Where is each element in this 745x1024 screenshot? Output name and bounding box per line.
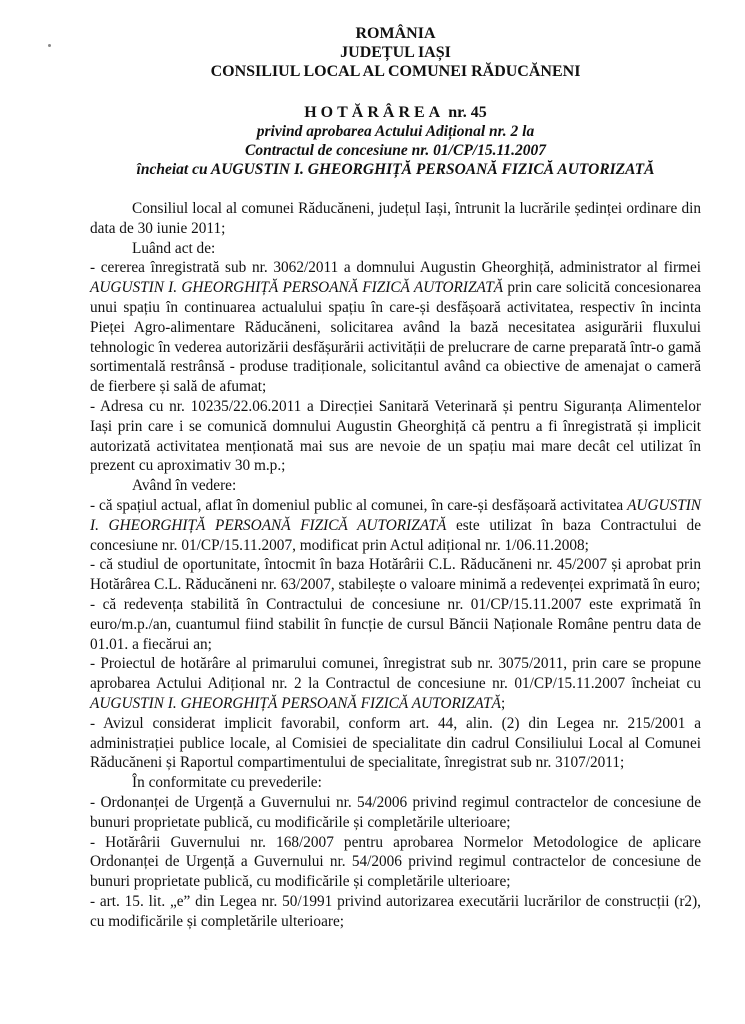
- luand-act-heading: Luând act de:: [132, 239, 216, 257]
- subject-line-2: Contractul de concesiune nr. 01/CP/15.11.2007: [245, 142, 546, 159]
- paragraph-studiu: - că studiul de oportunitate, întocmit în baza Hotărârii C.L. Răducăneni nr. 45/2007 și aprobat prin Hotărârea C.L. Răducăneni nr. 63/2007, stabilește o valoare minimă a redevenței exprimată în euro;: [90, 556, 701, 594]
- intro-paragraph: Consiliul local al comunei Răducăneni, județul Iași, întrunit la lucrările ședinței ordinare din data de 30 iunie 2011;: [90, 200, 701, 237]
- header-council: CONSILIUL LOCAL AL COMUNEI RĂDUCĂNENI: [210, 63, 581, 80]
- firm-name: AUGUSTIN I. GHEORGHIȚĂ PERSOANĂ FIZICĂ AUTORIZATĂ: [90, 279, 504, 297]
- scan-speck: [48, 44, 51, 47]
- paragraph-cerere: [90, 258, 701, 397]
- document-header: [90, 24, 701, 81]
- paragraph-hg: - Hotărârii Guvernului nr. 168/2007 pentru aprobarea Normelor Metodologice de aplicare Ordonanței de Urgență a Guvernului nr. 54/2006 privind regimul contractelor de concesiune de bunuri proprietate publică, cu modificările și completările ulterioare;: [90, 833, 701, 891]
- avand-heading: Având în vedere:: [132, 477, 237, 495]
- paragraph-text: prin care solicită concesionarea unui spațiu în continuarea actualului spațiu în care-și desfășoară activitatea, respectiv în incinta Pieței Agro-alimentare Răducăneni, solicitarea având la bază necesitatea asigurării fluxului tehnologic în vederea autorizării desfășurării activității de prelucrare de carne preparată într-o gamă sortimentală restrânsă - produse tradiționale, solicitantul având ca obiective de amenajat o cameră de fierbere și sală de afumat;: [90, 279, 701, 396]
- decision-word: HOTĂRÂREA: [304, 104, 445, 121]
- header-county: JUDEȚUL IAȘI: [340, 44, 451, 61]
- conformitate-heading: În conformitate cu prevederile:: [132, 774, 322, 792]
- paragraph-adresa: - Adresa cu nr. 10235/22.06.2011 a Direcției Sanitară Veterinară și pentru Siguranța Alimentelor Iași prin care i se comunică domnului Augustin Gheorghiță că pentru a fi înregistrată și implicit autorizată activitatea menționată mai sus are nevoie de un spațiu mai mare decât cel utilizat în prezent cu aproximativ 30 m.p.;: [90, 397, 701, 475]
- paragraph-text: ;: [501, 694, 506, 712]
- paragraph-text: - că spațiul actual, aflat în domeniul public al comunei, în care-și desfășoară activitatea: [90, 496, 628, 514]
- subject-line-1: privind aprobarea Actului Adițional nr. 2 la: [256, 123, 535, 140]
- paragraph-aviz: - Avizul considerat implicit favorabil, conform art. 44, alin. (2) din Legea nr. 215/2001 a administrației publice locale, al Comisiei de specialitate din cadrul Consiliului Local al Comunei Răducăneni și Raportul compartimentului de specialitate, înregistrat sub nr. 3107/2011;: [90, 714, 701, 772]
- decision-number: nr. 45: [444, 104, 487, 121]
- firm-name: AUGUSTIN I. GHEORGHIȚĂ PERSOANĂ FIZICĂ AUTORIZATĂ: [90, 496, 701, 534]
- paragraph-spatiu: [90, 496, 701, 555]
- firm-name: AUGUSTIN I. GHEORGHIȚĂ PERSOANĂ FIZICĂ AUTORIZATĂ: [90, 694, 502, 712]
- decision-subject: [90, 122, 701, 179]
- paragraph-text: - Proiectul de hotărâre al primarului comunei, înregistrat sub nr. 3075/2011, prin care se propune aprobarea Actului Adițional nr. 2 la Contractul de concesiune nr. 01/CP/15.11.2007 încheiat cu: [90, 655, 701, 693]
- paragraph-proiect: [90, 654, 701, 713]
- paragraph-redeventa: - că redevența stabilită în Contractului de concesiune nr. 01/CP/15.11.2007 este exprimată în euro/m.p./an, cuantumul fiind stabilit în funcție de cursul Băncii Naționale Române pentru data de 01.01. a fiecărui an;: [90, 595, 701, 653]
- paragraph-text: este utilizat în baza Contractului de concesiune nr. 01/CP/15.11.2007, modificat prin Actul adițional nr. 1/06.11.2008;: [90, 516, 701, 554]
- subject-line-3: încheiat cu AUGUSTIN I. GHEORGHIȚĂ PERSOANĂ FIZICĂ AUTORIZATĂ: [136, 161, 655, 178]
- header-country: ROMÂNIA: [355, 25, 436, 42]
- document-body: [90, 199, 701, 931]
- paragraph-text: - cererea înregistrată sub nr. 3062/2011 a domnului Augustin Gheorghiță, administrator al firmei: [90, 259, 701, 277]
- paragraph-lege: - art. 15. lit. „e” din Legea nr. 50/1991 privind autorizarea executării lucrărilor de construcții (r2), cu modificările și completările ulterioare;: [90, 892, 701, 930]
- decision-title: [90, 103, 701, 122]
- paragraph-ordonanta: - Ordonanței de Urgență a Guvernului nr. 54/2006 privind regimul contractelor de concesiune de bunuri proprietate publică, cu modificările și completările ulterioare;: [90, 793, 701, 831]
